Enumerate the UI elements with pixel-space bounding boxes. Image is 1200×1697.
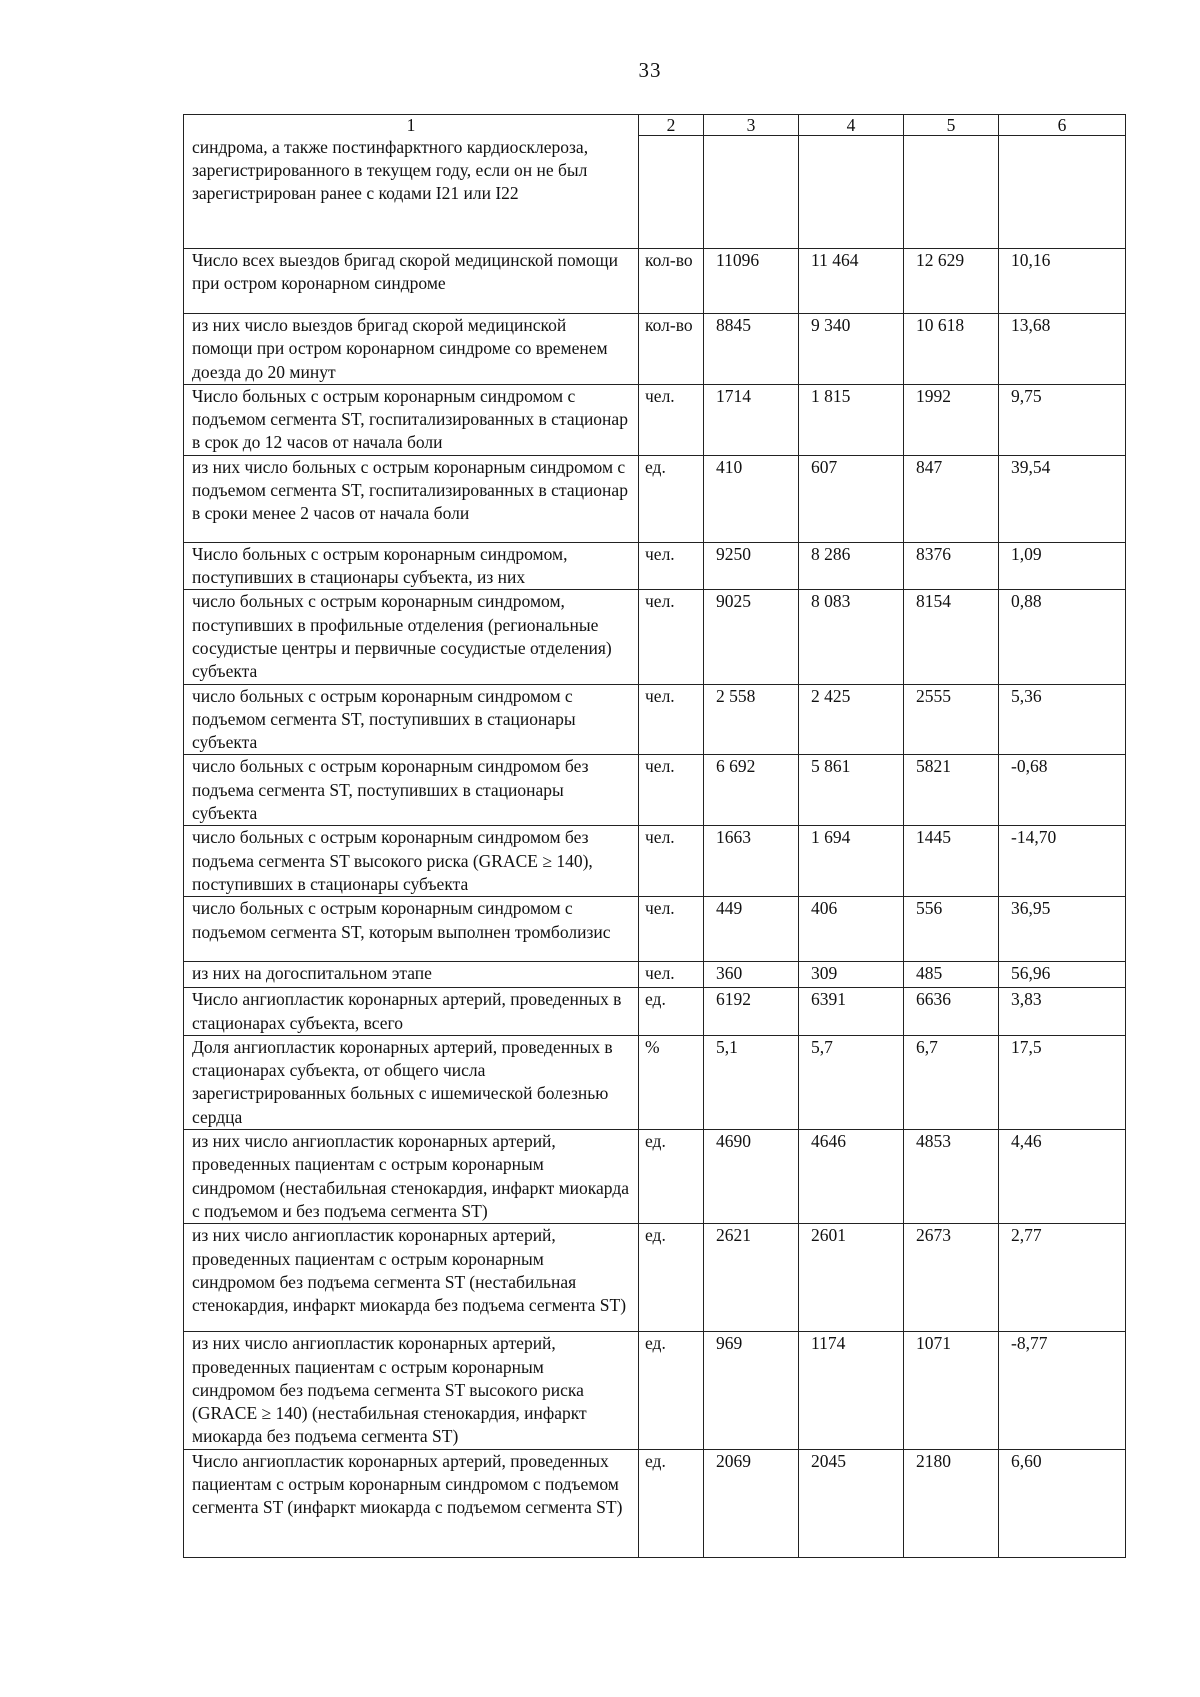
- value-cell: 10 618: [904, 314, 999, 385]
- column-number: 1: [184, 115, 639, 136]
- value-cell: 39,54: [999, 455, 1126, 542]
- column-number: 4: [799, 115, 904, 136]
- unit-cell: ед.: [639, 1224, 704, 1332]
- unit-cell: ед.: [639, 455, 704, 542]
- value-cell: 6391: [799, 988, 904, 1036]
- indicator-cell: из них число выездов бригад скорой медицинской помощи при остром коронарном синдроме со временем доезда до 20 минут: [184, 314, 639, 385]
- unit-cell: [639, 136, 704, 249]
- value-cell: 0,88: [999, 590, 1126, 684]
- value-cell: 1071: [904, 1332, 999, 1449]
- unit-cell: чел.: [639, 542, 704, 590]
- value-cell: 2601: [799, 1224, 904, 1332]
- table-row: [184, 136, 1126, 249]
- unit-cell: ед.: [639, 1449, 704, 1557]
- unit-cell: чел.: [639, 755, 704, 826]
- indicator-cell: из них число ангиопластик коронарных артерий, проведенных пациентам с острым коронарным синдромом (нестабильная стенокардия, инфаркт миокарда с подъемом и без подъема сегмента ST): [184, 1130, 639, 1224]
- unit-cell: кол-во: [639, 249, 704, 314]
- value-cell: 4,46: [999, 1130, 1126, 1224]
- unit-cell: чел.: [639, 684, 704, 755]
- table-row: [184, 684, 1126, 755]
- value-cell: 2180: [904, 1449, 999, 1557]
- value-cell: 36,95: [999, 897, 1126, 962]
- unit-cell: ед.: [639, 1130, 704, 1224]
- table-row: [184, 1130, 1126, 1224]
- value-cell: [704, 136, 799, 249]
- table-row: [184, 988, 1126, 1036]
- value-cell: 1663: [704, 826, 799, 897]
- table-row: [184, 455, 1126, 542]
- value-cell: 3,83: [999, 988, 1126, 1036]
- indicator-cell: Число всех выездов бригад скорой медицинской помощи при остром коронарном синдроме: [184, 249, 639, 314]
- value-cell: 9 340: [799, 314, 904, 385]
- value-cell: 6,60: [999, 1449, 1126, 1557]
- value-cell: 485: [904, 962, 999, 988]
- table-row: [184, 897, 1126, 962]
- column-number-row: [184, 115, 1126, 136]
- column-number: 5: [904, 115, 999, 136]
- value-cell: 13,68: [999, 314, 1126, 385]
- value-cell: 2069: [704, 1449, 799, 1557]
- page-number: 33: [638, 58, 662, 82]
- indicator-cell: число больных с острым коронарным синдромом без подъема сегмента ST, поступивших в стационары субъекта: [184, 755, 639, 826]
- value-cell: 1,09: [999, 542, 1126, 590]
- indicator-cell: Число больных с острым коронарным синдромом, поступивших в стационары субъекта, из них: [184, 542, 639, 590]
- value-cell: 11 464: [799, 249, 904, 314]
- indicator-cell: число больных с острым коронарным синдромом, поступивших в профильные отделения (региональные сосудистые центры и первичные сосудистые отделения) субъекта: [184, 590, 639, 684]
- value-cell: 6,7: [904, 1035, 999, 1129]
- value-cell: 8 083: [799, 590, 904, 684]
- value-cell: -14,70: [999, 826, 1126, 897]
- value-cell: 5821: [904, 755, 999, 826]
- value-cell: 8 286: [799, 542, 904, 590]
- table-row: [184, 1449, 1126, 1557]
- value-cell: 607: [799, 455, 904, 542]
- column-number: 6: [999, 115, 1126, 136]
- value-cell: 6 692: [704, 755, 799, 826]
- value-cell: 410: [704, 455, 799, 542]
- value-cell: 8376: [904, 542, 999, 590]
- value-cell: 11096: [704, 249, 799, 314]
- value-cell: 2621: [704, 1224, 799, 1332]
- value-cell: 5 861: [799, 755, 904, 826]
- value-cell: 1714: [704, 384, 799, 455]
- table-row: [184, 542, 1126, 590]
- unit-cell: чел.: [639, 962, 704, 988]
- table-row: [184, 314, 1126, 385]
- value-cell: 9,75: [999, 384, 1126, 455]
- value-cell: 2 558: [704, 684, 799, 755]
- table-row: [184, 826, 1126, 897]
- value-cell: 969: [704, 1332, 799, 1449]
- table-row: [184, 1332, 1126, 1449]
- value-cell: 1174: [799, 1332, 904, 1449]
- value-cell: 309: [799, 962, 904, 988]
- value-cell: 6636: [904, 988, 999, 1036]
- value-cell: 1 694: [799, 826, 904, 897]
- indicator-cell: число больных с острым коронарным синдромом без подъема сегмента ST высокого риска (GRACE ≥ 140), поступивших в стационары субъекта: [184, 826, 639, 897]
- unit-cell: чел.: [639, 826, 704, 897]
- value-cell: 12 629: [904, 249, 999, 314]
- indicator-cell: число больных с острым коронарным синдромом с подъемом сегмента ST, поступивших в стационары субъекта: [184, 684, 639, 755]
- unit-cell: кол-во: [639, 314, 704, 385]
- unit-cell: чел.: [639, 897, 704, 962]
- indicator-cell: из них на догоспитальном этапе: [184, 962, 639, 988]
- value-cell: 8845: [704, 314, 799, 385]
- table-row: [184, 249, 1126, 314]
- table-row: [184, 1224, 1126, 1332]
- indicator-cell: из них число ангиопластик коронарных артерий, проведенных пациентам с острым коронарным синдромом без подъема сегмента ST (нестабильная стенокардия, инфаркт миокарда без подъема сегмента ST): [184, 1224, 639, 1332]
- value-cell: 360: [704, 962, 799, 988]
- unit-cell: ед.: [639, 988, 704, 1036]
- value-cell: 4690: [704, 1130, 799, 1224]
- value-cell: 847: [904, 455, 999, 542]
- value-cell: 10,16: [999, 249, 1126, 314]
- table-row: [184, 384, 1126, 455]
- value-cell: 8154: [904, 590, 999, 684]
- value-cell: 9025: [704, 590, 799, 684]
- value-cell: 1445: [904, 826, 999, 897]
- value-cell: 556: [904, 897, 999, 962]
- value-cell: 2555: [904, 684, 999, 755]
- value-cell: 449: [704, 897, 799, 962]
- table-row: [184, 590, 1126, 684]
- indicator-cell: Число больных с острым коронарным синдромом с подъемом сегмента ST, госпитализированных в стационар в срок до 12 часов от начала боли: [184, 384, 639, 455]
- unit-cell: ед.: [639, 1332, 704, 1449]
- unit-cell: чел.: [639, 590, 704, 684]
- value-cell: 1992: [904, 384, 999, 455]
- unit-cell: чел.: [639, 384, 704, 455]
- value-cell: -0,68: [999, 755, 1126, 826]
- value-cell: 5,7: [799, 1035, 904, 1129]
- value-cell: 56,96: [999, 962, 1126, 988]
- value-cell: 9250: [704, 542, 799, 590]
- value-cell: 1 815: [799, 384, 904, 455]
- value-cell: [999, 136, 1126, 249]
- indicator-cell: Число ангиопластик коронарных артерий, проведенных пациентам с острым коронарным синдромом с подъемом сегмента ST (инфаркт миокарда с подъемом сегмента ST): [184, 1449, 639, 1557]
- indicator-cell: синдрома, а также постинфарктного кардиосклероза, зарегистрированного в текущем году, если он не был зарегистрирован ранее с кодами I21 или I22: [184, 136, 639, 249]
- value-cell: -8,77: [999, 1332, 1126, 1449]
- indicator-cell: из них число ангиопластик коронарных артерий, проведенных пациентам с острым коронарным синдромом без подъема сегмента ST высокого риска (GRACE ≥ 140) (нестабильная стенокардия, инфаркт миокарда без подъема сегмента ST): [184, 1332, 639, 1449]
- value-cell: 4646: [799, 1130, 904, 1224]
- value-cell: 406: [799, 897, 904, 962]
- indicator-cell: из них число больных с острым коронарным синдромом с подъемом сегмента ST, госпитализированных в стационар в сроки менее 2 часов от начала боли: [184, 455, 639, 542]
- unit-cell: %: [639, 1035, 704, 1129]
- value-cell: 2,77: [999, 1224, 1126, 1332]
- value-cell: [904, 136, 999, 249]
- table-row: [184, 962, 1126, 988]
- table-row: [184, 755, 1126, 826]
- value-cell: 5,36: [999, 684, 1126, 755]
- table-row: [184, 1035, 1126, 1129]
- statistics-table: [183, 114, 1126, 1558]
- value-cell: 17,5: [999, 1035, 1126, 1129]
- value-cell: 2045: [799, 1449, 904, 1557]
- value-cell: [799, 136, 904, 249]
- value-cell: 2673: [904, 1224, 999, 1332]
- value-cell: 4853: [904, 1130, 999, 1224]
- column-number: 3: [704, 115, 799, 136]
- column-number: 2: [639, 115, 704, 136]
- value-cell: 5,1: [704, 1035, 799, 1129]
- indicator-cell: Доля ангиопластик коронарных артерий, проведенных в стационарах субъекта, от общего числа зарегистрированных больных с ишемической болезнью сердца: [184, 1035, 639, 1129]
- indicator-cell: Число ангиопластик коронарных артерий, проведенных в стационарах субъекта, всего: [184, 988, 639, 1036]
- value-cell: 2 425: [799, 684, 904, 755]
- indicator-cell: число больных с острым коронарным синдромом с подъемом сегмента ST, которым выполнен тромболизис: [184, 897, 639, 962]
- value-cell: 6192: [704, 988, 799, 1036]
